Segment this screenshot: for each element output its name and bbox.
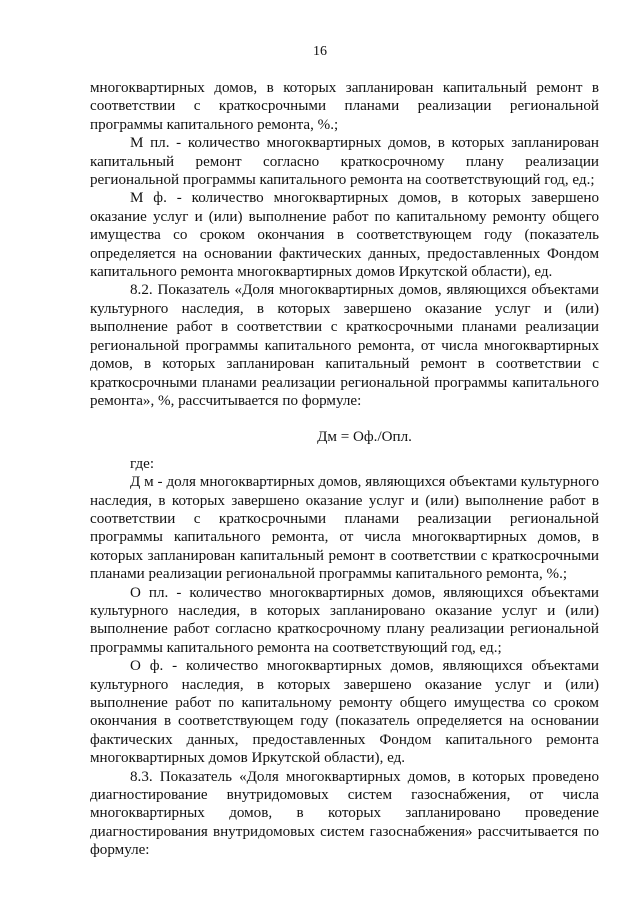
paragraph-m-pl-definition: М пл. - количество многоквартирных домов, в которых запланирован капитальный ремонт согласно краткосрочному плану реализации региональной программы капитального ремонта на соответствующий год, ед.;	[90, 135, 599, 189]
paragraph-o-f-definition: О ф. - количество многоквартирных домов, являющихся объектами культурного наследия, в которых завершено оказание услуг и (или) выполнение работ по капитальному ремонту общего имущества со сроком окончания в соответствующем году (показатель определяется на основании фактических данных, предоставленных Фондом капитального ремонта многоквартирных домов Иркутской области), ед.	[90, 658, 599, 767]
paragraph-m-f-definition: М ф. - количество многоквартирных домов, в которых завершено оказание услуг и (или) выполнение работ по капитальному ремонту общего имущества со сроком окончания в соответствующем году (показатель определяется на основании фактических данных, предоставленных Фондом капитального ремонта многоквартирных домов Иркутской области), ед.	[90, 190, 599, 281]
formula: Дм = Оф./Опл.	[317, 429, 412, 446]
page-number: 16	[313, 44, 327, 59]
paragraph-8-3-indicator: 8.3. Показатель «Доля многоквартирных домов, в которых проведено диагностирование внутридомовых систем газоснабжения, от числа многоквартирных домов, в которых запланировано проведение диагностирования внутридомовых систем газоснабжения» рассчитывается по формуле:	[90, 768, 599, 859]
where-label: где:	[130, 455, 155, 472]
paragraph-d-m-definition: Д м - доля многоквартирных домов, являющихся объектами культурного наследия, в которых завершено оказание услуг и (или) выполнение работ в соответствии с краткосрочными планами реализации региональной программы капитального ремонта, от числа многоквартирных домов, в которых запланирован капитальный ремонт в соответствии с краткосрочными планами реализации региональной программы капитального ремонта, %.;	[90, 474, 599, 583]
paragraph-8-2-indicator: 8.2. Показатель «Доля многоквартирных домов, являющихся объектами культурного наследия, в которых завершено оказание услуг и (или) выполнение работ в соответствии с краткосрочными планами реализации региональной программы капитального ремонта, от числа многоквартирных домов, в которых запланирован капитальный ремонт в соответствии с краткосрочными планами реализации региональной программы капитального ремонта», %, рассчитывается по формуле:	[90, 282, 599, 409]
document-body	[90, 79, 599, 860]
paragraph-continuation: многоквартирных домов, в которых запланирован капитальный ремонт в соответствии с краткосрочными планами реализации региональной программы капитального ремонта, %.;	[90, 80, 599, 133]
paragraph-o-pl-definition: О пл. - количество многоквартирных домов, являющихся объектами культурного наследия, в которых запланировано оказание услуг и (или) выполнение работ согласно краткосрочному плану реализации региональной программы капитального ремонта на соответствующий год, ед.;	[90, 584, 599, 656]
